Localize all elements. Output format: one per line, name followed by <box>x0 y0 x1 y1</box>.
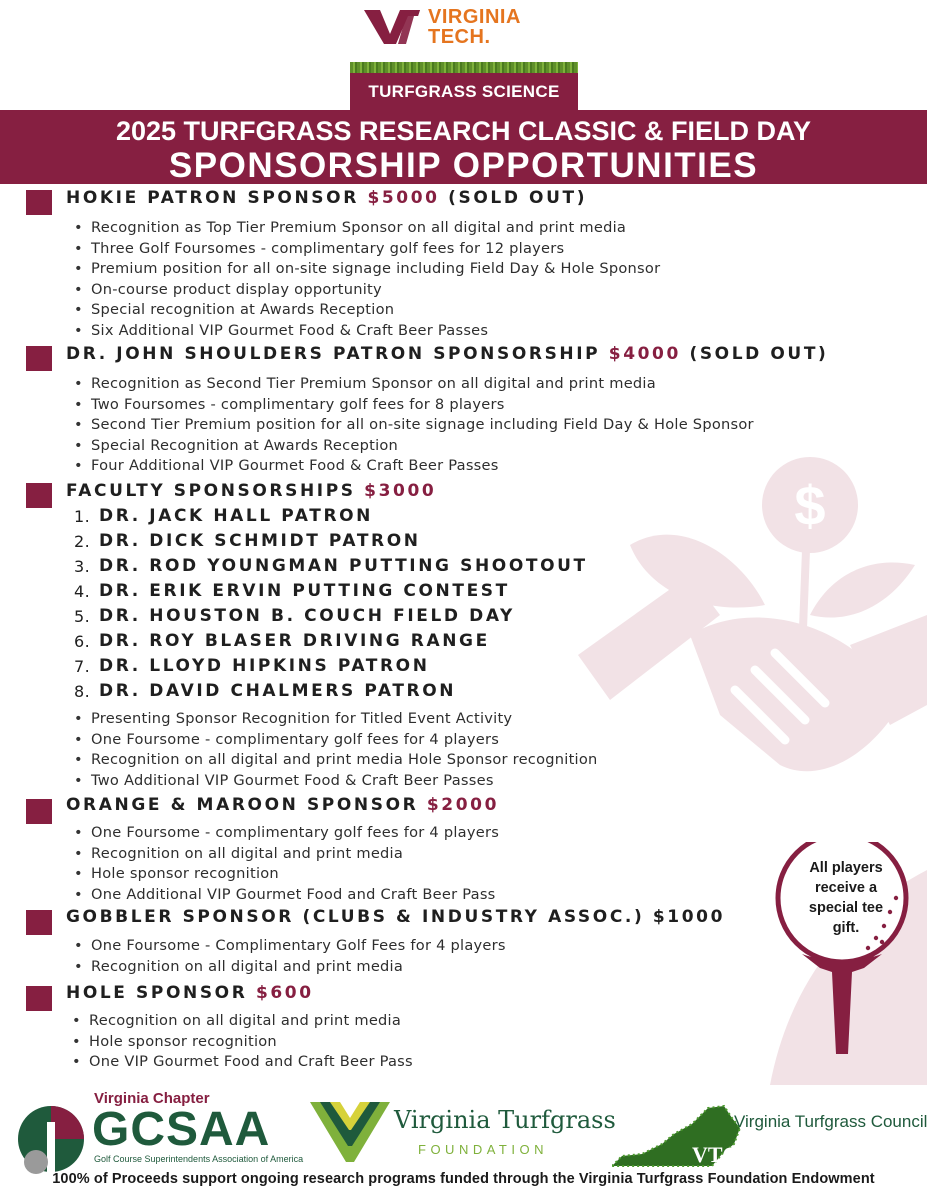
benefit-item: • Two Additional VIP Gourmet Food & Craft Beer Passes <box>72 771 598 792</box>
benefit-item: • Six Additional VIP Gourmet Food & Craft Beer Passes <box>72 321 660 342</box>
event-title: 2025 TURFGRASS RESEARCH CLASSIC & FIELD DAY <box>115 116 812 146</box>
gcsaa-chapter-word: Chapter <box>152 1090 210 1107</box>
virginia-turfgrass-council-logo <box>612 1104 927 1168</box>
patron-number: 1. <box>74 507 91 526</box>
section-price: $2000 <box>426 795 500 815</box>
patron-name: DR. DAVID CHALMERS PATRON <box>99 681 457 701</box>
section-title-text: DR. JOHN SHOULDERS PATRON SPONSORSHIP <box>66 344 601 364</box>
patron-number: 5. <box>74 607 91 626</box>
gcsaa-subtitle: Golf Course Superintendents Association of America <box>94 1154 304 1164</box>
section-title-text: ORANGE & MAROON SPONSOR <box>66 795 419 815</box>
section-title <box>66 983 314 1003</box>
section-marker <box>26 799 52 824</box>
tee-gift-line-4: gift. <box>832 920 860 936</box>
vtc-name: Virginia Turfgrass Council <box>734 1112 927 1131</box>
benefit-item: • Four Additional VIP Gourmet Food & Craft Beer Passes <box>72 456 754 477</box>
benefit-item: • Recognition as Top Tier Premium Sponsor on all digital and print media <box>72 218 660 239</box>
section-marker <box>26 346 52 371</box>
logo-line-1: VIRGINIA <box>428 6 521 28</box>
section-status: (SOLD OUT) <box>689 344 829 364</box>
section-title-text: HOLE SPONSOR <box>66 983 248 1003</box>
benefit-item: • Two Foursomes - complimentary golf fees for 8 players <box>72 395 754 416</box>
benefit-item: • Recognition on all digital and print media <box>72 957 506 978</box>
vtc-mark: VTC <box>692 1142 739 1167</box>
section-marker <box>26 910 52 935</box>
vt-monogram-icon <box>364 8 420 46</box>
benefit-item: • Recognition on all digital and print media <box>70 1011 413 1032</box>
patron-name: DR. HOUSTON B. COUCH FIELD DAY <box>99 606 515 626</box>
benefit-item: • Recognition on all digital and print media Hole Sponsor recognition <box>72 750 598 771</box>
patron-name: DR. JACK HALL PATRON <box>99 506 374 526</box>
patron-name: DR. ROY BLASER DRIVING RANGE <box>99 631 490 651</box>
vtf-chevron-icon <box>310 1096 390 1166</box>
benefit-list <box>70 1011 413 1073</box>
patron-name: DR. ERIK ERVIN PUTTING CONTEST <box>99 581 510 601</box>
benefit-item: • Hole sponsor recognition <box>70 1032 413 1053</box>
tee-gift-line-1: All players <box>809 860 883 876</box>
benefit-item: • Recognition as Second Tier Premium Sponsor on all digital and print media <box>72 374 754 395</box>
proceeds-note: 100% of Proceeds support ongoing research programs funded through the Virginia Turfgrass Foundation Endowment <box>52 1171 875 1187</box>
gcsaa-globe-icon <box>16 1104 86 1174</box>
patron-name: DR. LLOYD HIPKINS PATRON <box>99 656 430 676</box>
section-price: $3000 <box>364 481 437 501</box>
benefit-item: • One VIP Gourmet Food and Craft Beer Pass <box>70 1052 413 1073</box>
section-title <box>66 795 499 815</box>
patron-number: 7. <box>74 657 91 676</box>
section-title <box>66 344 828 364</box>
section-status: (SOLD OUT) <box>448 188 588 208</box>
vtf-subtitle: FOUNDATION <box>418 1142 548 1157</box>
patron-item <box>74 554 588 579</box>
virginia-tech-logo <box>364 5 521 49</box>
section-marker <box>26 986 52 1011</box>
patron-item <box>74 679 588 704</box>
vtf-name: Virginia Turfgrass <box>394 1106 616 1134</box>
benefit-item: • Second Tier Premium position for all on-site signage including Field Day & Hole Sponsor <box>72 415 754 436</box>
logo-line-2: TECH. <box>428 26 491 48</box>
page-title: SPONSORSHIP OPPORTUNITIES <box>168 146 759 185</box>
benefit-item: • Special recognition at Awards Reception <box>72 300 660 321</box>
patron-item <box>74 529 588 554</box>
benefit-item: • One Foursome - complimentary golf fees for 4 players <box>72 823 499 844</box>
benefit-item: • Special Recognition at Awards Reception <box>72 436 754 457</box>
patron-item <box>74 604 588 629</box>
handshake-money-plant-icon <box>570 455 927 875</box>
section-title <box>66 188 587 208</box>
department-label: TURFGRASS SCIENCE <box>350 73 578 110</box>
section-marker <box>26 190 52 215</box>
tee-gift-note <box>792 858 900 938</box>
benefit-item: • Premium position for all on-site signage including Field Day & Hole Sponsor <box>72 259 660 280</box>
section-title: GOBBLER SPONSOR (CLUBS & INDUSTRY ASSOC.) $1000 <box>66 907 725 927</box>
section-price: $4000 <box>608 344 681 364</box>
section-title-text: FACULTY SPONSORSHIPS <box>66 481 356 501</box>
virginia-state-turf-icon <box>612 1104 742 1168</box>
benefit-item: • Three Golf Foursomes - complimentary golf fees for 12 players <box>72 239 660 260</box>
benefit-list <box>72 709 598 791</box>
patron-number: 6. <box>74 632 91 651</box>
benefit-list <box>72 936 506 977</box>
benefit-list <box>72 374 754 477</box>
patron-number: 2. <box>74 532 91 551</box>
svg-text:$: $ <box>794 474 826 537</box>
benefit-item: • On-course product display opportunity <box>72 280 660 301</box>
section-price: $600 <box>255 983 314 1003</box>
benefit-item: • Hole sponsor recognition <box>72 864 499 885</box>
patron-name: DR. ROD YOUNGMAN PUTTING SHOOTOUT <box>99 556 588 576</box>
gcsaa-logo <box>16 1090 306 1170</box>
patron-list <box>74 504 588 704</box>
tee-gift-line-2: receive a <box>814 880 878 896</box>
patron-item <box>74 629 588 654</box>
benefit-list <box>72 218 660 342</box>
patron-item <box>74 654 588 679</box>
gcsaa-name: GCSAA <box>92 1103 271 1156</box>
patron-number: 3. <box>74 557 91 576</box>
patron-number: 8. <box>74 682 91 701</box>
benefit-item: • One Foursome - Complimentary Golf Fees for 4 players <box>72 936 506 957</box>
benefit-item: • One Additional VIP Gourmet Food and Craft Beer Pass <box>72 885 499 906</box>
patron-number: 4. <box>74 582 91 601</box>
gcsaa-chapter-state: Virginia <box>94 1090 149 1107</box>
section-marker <box>26 483 52 508</box>
benefit-item: • Recognition on all digital and print media <box>72 844 499 865</box>
section-price: $5000 <box>367 188 440 208</box>
patron-item <box>74 579 588 604</box>
virginia-tech-wordmark <box>428 7 521 47</box>
benefit-item: • One Foursome - complimentary golf fees for 4 players <box>72 730 598 751</box>
virginia-turfgrass-foundation-logo <box>310 1096 620 1166</box>
tee-gift-line-3: special tee <box>808 900 884 916</box>
patron-item <box>74 504 588 529</box>
benefit-list <box>72 823 499 905</box>
title-banner <box>0 110 927 184</box>
section-title-text: HOKIE PATRON SPONSOR <box>66 188 359 208</box>
section-title <box>66 481 436 501</box>
benefit-item: • Presenting Sponsor Recognition for Titled Event Activity <box>72 709 598 730</box>
patron-name: DR. DICK SCHMIDT PATRON <box>99 531 421 551</box>
